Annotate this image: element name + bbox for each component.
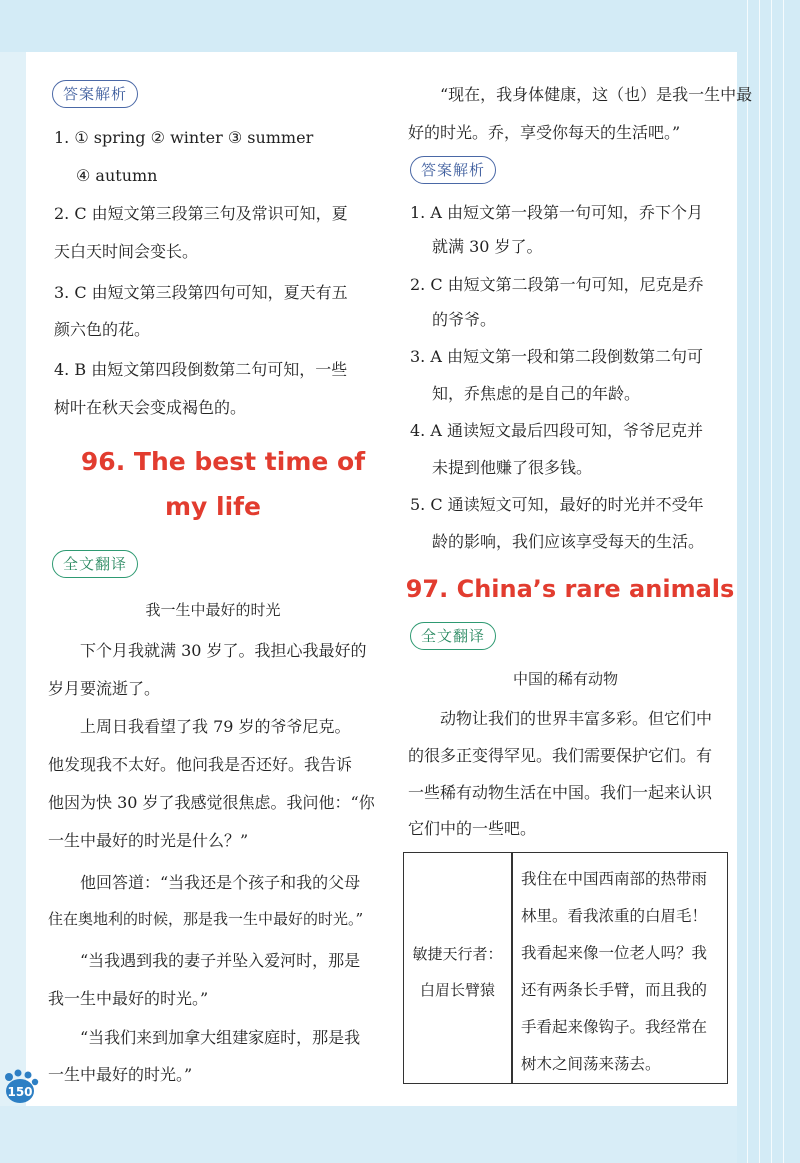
table-left-line1: 敏捷天行者：: [412, 945, 503, 963]
table-right-line1: 我住在中国西南部的热带雨: [521, 870, 708, 888]
full-translation-tag-2: 全文翻译: [410, 622, 496, 650]
right-decorative-band: [737, 0, 800, 1163]
table-right-line4: 还有两条长手臂，而且我的: [521, 981, 708, 999]
answer2-q5-line1: 5. C 通读短文可知，最好的时光并不受年: [410, 495, 704, 514]
answer-q2-line1: 2. C 由短文第三段第三句及常识可知，夏: [54, 204, 348, 223]
answer2-q2-line1: 2. C 由短文第二段第一句可知，尼克是乔: [410, 275, 704, 294]
para5-line1: “当我们来到加拿大组建家庭时，那是我: [80, 1028, 361, 1047]
table-right-line3: 我看起来像一位老人吗？我: [521, 944, 708, 962]
answer-q4-line2: 树叶在秋天会变成褐色的。: [54, 398, 247, 417]
answer2-q4-line2: 未提到他赚了很多钱。: [432, 458, 593, 477]
table-right-line5: 手看起来像钩子。我经常在: [521, 1018, 708, 1036]
answer2-q2-line2: 的爷爷。: [432, 310, 497, 329]
story-title-2: 中国的稀有动物: [512, 670, 618, 688]
para4-line1: “当我遇到我的妻子并坠入爱河时，那是: [80, 951, 361, 970]
section-97-title: 97. China’s rare animals: [405, 575, 735, 603]
animal-table: [403, 852, 728, 1084]
intro-line2: 的很多正变得罕见。我们需要保护它们。有: [408, 746, 713, 765]
para4-line2: 我一生中最好的时光。”: [48, 989, 209, 1008]
left-decorative-band: [0, 52, 26, 1163]
para2-line4: 一生中最好的时光是什么？”: [48, 831, 249, 850]
answer2-q1-line1: 1. A 由短文第一段第一句可知，乔下个月: [410, 203, 703, 222]
intro-line3: 一些稀有动物生活在中国。我们一起来认识: [408, 783, 713, 802]
intro-line1: 动物让我们的世界丰富多彩。但它们中: [440, 709, 713, 728]
answer-q1-line2: ④ autumn: [76, 166, 158, 185]
answer-q3-line1: 3. C 由短文第三段第四句可知，夏天有五: [54, 283, 348, 302]
intro-line4: 它们中的一些吧。: [408, 819, 537, 838]
top-decorative-band: [0, 0, 800, 52]
answer-q4-line1: 4. B 由短文第四段倒数第二句可知，一些: [54, 360, 348, 379]
para1-line2: 岁月要流逝了。: [48, 679, 161, 698]
table-left-line2: 白眉长臂猿: [419, 981, 495, 999]
page-number-badge: [0, 1068, 40, 1108]
page-number: 150: [7, 1085, 33, 1099]
para2-line1: 上周日我看望了我 79 岁的爷爷尼克。: [80, 717, 351, 736]
answer2-q3-line1: 3. A 由短文第一段和第二段倒数第二句可: [410, 347, 703, 366]
table-right-line2: 林里。看我浓重的白眉毛！: [521, 907, 708, 925]
section-96-title-line1: 96. The best time of: [80, 447, 366, 476]
para2-line3: 他因为快 30 岁了我感觉很焦虑。我问他：“你: [48, 793, 375, 812]
answer2-q1-line2: 就满 30 岁了。: [432, 237, 543, 256]
para3-line2: 住在奥地利的时候，那是我一生中最好的时光。”: [48, 910, 364, 928]
answer-q1-line1: 1. ① spring ② winter ③ summer: [54, 128, 314, 147]
answer-analysis-tag: 答案解析: [52, 80, 138, 108]
bottom-decorative-band: [0, 1106, 800, 1163]
para3-line1: 他回答道：“当我还是个孩子和我的父母: [80, 873, 361, 892]
para5-line2: 一生中最好的时光。”: [48, 1065, 193, 1084]
para6-line1: “现在，我身体健康，这（也）是我一生中最: [440, 85, 753, 104]
table-divider: [511, 853, 513, 1083]
table-right-line6: 树木之间荡来荡去。: [521, 1055, 661, 1073]
para2-line2: 他发现我不太好。他问我是否还好。我告诉: [48, 755, 353, 774]
answer2-q5-line2: 龄的影响，我们应该享受每天的生活。: [432, 532, 705, 551]
answer2-q3-line2: 知，乔焦虑的是自己的年龄。: [432, 384, 641, 403]
answer2-q4-line1: 4. A 通读短文最后四段可知，爷爷尼克并: [410, 421, 703, 440]
para6-line2: 好的时光。乔，享受你每天的生活吧。”: [408, 123, 681, 142]
answer-q3-line2: 颜六色的花。: [54, 320, 151, 339]
answer-q2-line2: 天白天时间会变长。: [54, 242, 199, 261]
para1-line1: 下个月我就满 30 岁了。我担心我最好的: [80, 641, 367, 660]
full-translation-tag: 全文翻译: [52, 550, 138, 578]
section-96-title-line2: my life: [164, 492, 262, 521]
answer-analysis-tag-2: 答案解析: [410, 156, 496, 184]
story-title: 我一生中最好的时光: [145, 601, 281, 619]
